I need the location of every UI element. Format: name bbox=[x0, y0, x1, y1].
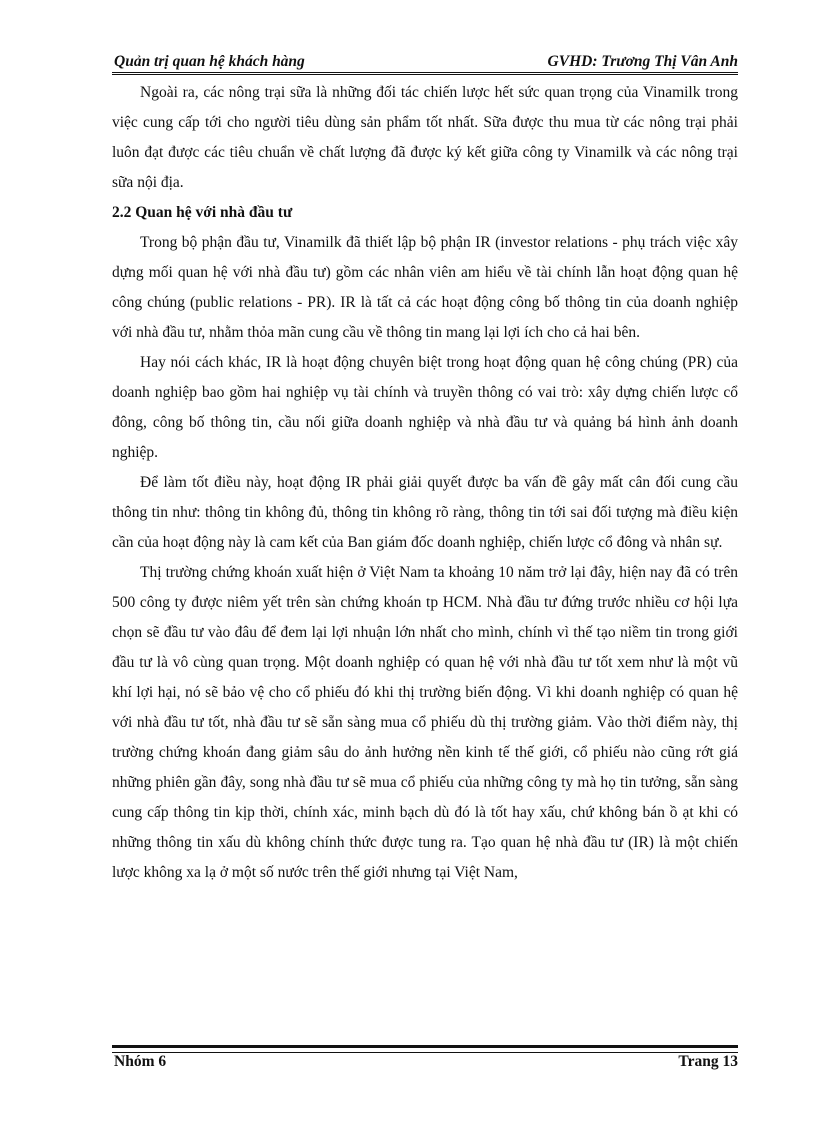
paragraph-ir-problems: Để làm tốt điều này, hoạt động IR phải giải quyết được ba vấn đề gây mất cân đối cung cầu thông tin như: thông tin không đủ, thông tin không rõ ràng, thông tin tới sai đối tượng mà điều kiện cần của hoạt động này là cam kết của Ban giám đốc doanh nghiệp, chiến lược cổ đông và nhân sự. bbox=[112, 474, 738, 551]
header-instructor: GVHD: Trương Thị Vân Anh bbox=[547, 53, 738, 70]
section-heading-investor-relations: 2.2 Quan hệ với nhà đầu tư bbox=[112, 204, 293, 221]
paragraph-dairy-farms: Ngoài ra, các nông trại sữa là những đối tác chiến lược hết sức quan trọng của Vinamilk trong việc cung cấp tới cho người tiêu dùng sản phẩm tốt nhất. Sữa được thu mua từ các nông trại phải luôn đạt được các tiêu chuẩn về chất lượng đã được ký kết giữa công ty Vinamilk và các nông trại sữa nội địa. bbox=[112, 84, 738, 191]
page-number: Trang 13 bbox=[678, 1053, 738, 1070]
footer-rule bbox=[112, 1045, 738, 1053]
header-course-title: Quản trị quan hệ khách hàng bbox=[114, 53, 305, 70]
paragraph-ir-definition: Hay nói cách khác, IR là hoạt động chuyên biệt trong hoạt động quan hệ công chúng (PR) của doanh nghiệp bao gồm hai nghiệp vụ tài chính và truyền thông có vai trò: xây dựng chiến lược cổ đông, công bố thông tin, cầu nối giữa doanh nghiệp và nhà đầu tư và quảng bá hình ảnh doanh nghiệp. bbox=[112, 354, 738, 461]
paragraph-stock-market: Thị trường chứng khoán xuất hiện ở Việt Nam ta khoảng 10 năm trở lại đây, hiện nay đã có trên 500 công ty được niêm yết trên sàn chứng khoán tp HCM. Nhà đầu tư đứng trước nhiều cơ hội lựa chọn sẽ đầu tư vào đâu để đem lại lợi nhuận lớn nhất cho mình, chính vì thế tạo niềm tin trong giới đầu tư là vô cùng quan trọng. Một doanh nghiệp có quan hệ với nhà đầu tư tốt xem như là một vũ khí lợi hại, nó sẽ bảo vệ cho cổ phiếu đó khi thị trường biến động. Vì khi doanh nghiệp có quan hệ với nhà đầu tư tốt, nhà đầu tư sẽ sẵn sàng mua cổ phiếu dù thị trường giảm. Vào thời điểm này, thị trường chứng khoán đang giảm sâu do ảnh hưởng nền kinh tế thế giới, cổ phiếu nào cũng rớt giá những phiên gần đây, song nhà đầu tư sẽ mua cổ phiếu của những công ty mà họ tin tưởng, sẵn sàng cung cấp thông tin kịp thời, chính xác, minh bạch dù đó là tốt hay xấu, chứ không bán ồ ạt khi có những thông tin xấu dù không chính thức được tung ra. Tạo quan hệ nhà đầu tư (IR) là một chiến lược không xa lạ ở một số nước trên thế giới nhưng tại Việt Nam, bbox=[112, 564, 738, 881]
document-body bbox=[112, 78, 738, 888]
page-header bbox=[112, 51, 738, 73]
header-rule bbox=[112, 72, 738, 75]
footer-group: Nhóm 6 bbox=[114, 1053, 167, 1070]
paragraph-ir-department: Trong bộ phận đầu tư, Vinamilk đã thiết lập bộ phận IR (investor relations - phụ trách việc xây dựng mối quan hệ với nhà đầu tư) gồm các nhân viên am hiểu về tài chính lẫn hoạt động quan hệ công chúng (public relations - PR). IR là tất cả các hoạt động công bố thông tin của doanh nghiệp với nhà đầu tư, nhằm thỏa mãn cung cầu về thông tin mang lại lợi ích cho cả hai bên. bbox=[112, 234, 738, 341]
